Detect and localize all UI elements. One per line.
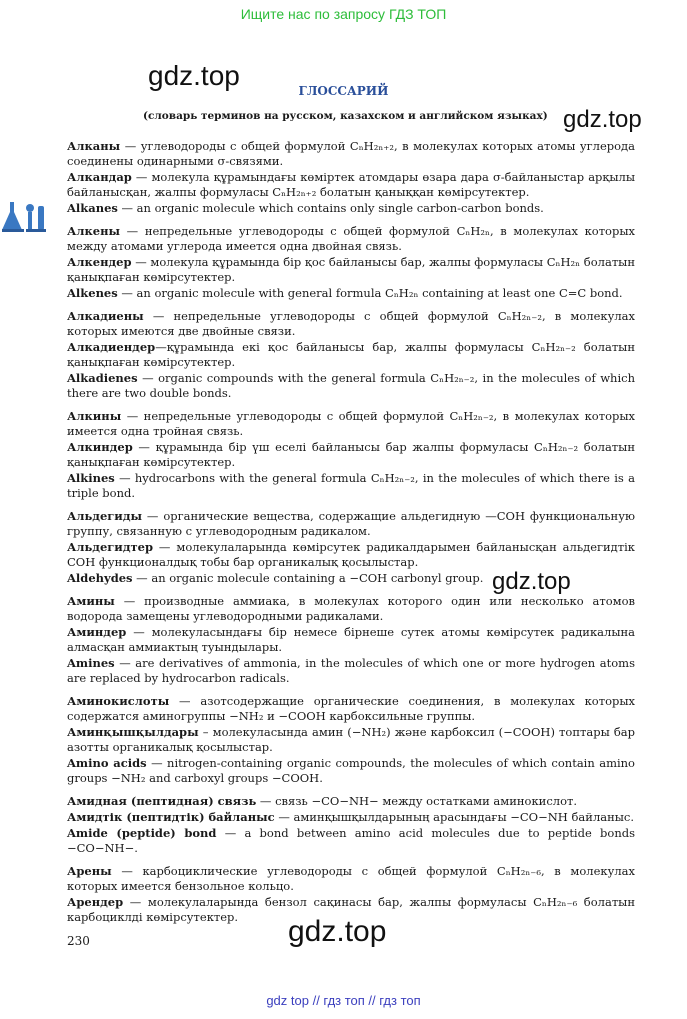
glossary-group [67,694,635,786]
glossary-term: Амидтік (пептидтік) байланыс [67,810,275,824]
glossary-entry [67,371,635,401]
glossary-definition: — связь −CO−NH− между остатками аминокислот. [256,794,578,808]
glossary-entry [67,170,635,200]
glossary-definition: — молекулаларында көмірсутек радикалдарымен байланысқан альдегидтік СОН функционалдық тобы бар органикалық қосылыстар. [67,540,635,569]
watermark: gdz.top [288,915,387,948]
glossary-entry [67,571,635,586]
glossary-group [67,864,635,925]
glossary-entry [67,756,635,786]
glossary-definition: — an organic molecule with general formula CₙH₂ₙ containing at least one C=C bond. [117,286,623,300]
glossary-term: Amino acids [67,756,147,770]
glossary-group [67,509,635,586]
glossary-entry [67,286,635,301]
glossary-term: Алкены [67,224,121,238]
glossary-term: Алкиндер [67,440,133,454]
glossary-entry [67,895,635,925]
watermark: gdz.top [148,60,240,91]
glossary-term: Amide (peptide) bond [67,826,217,840]
page-subtitle: (словарь терминов на русском, казахском и английском языках) [143,110,548,122]
glossary-entry [67,255,635,285]
glossary-definition: — organic compounds with the general formula CₙH₂ₙ₋₂, in the molecules of which there are two double bonds. [67,371,635,400]
glossary-entry [67,440,635,470]
glossary-term: Алкандар [67,170,132,184]
glossary-group [67,794,635,856]
page-number: 230 [67,934,90,948]
glossary-definition: — a bond between amino acid molecules due to peptide bonds −CO−NH−. [67,826,635,855]
glossary-definition: — молекуласындағы бір немесе бірнеше сутек атомы көмірсутек радикалына алмасқан аммиактың туындылары. [67,625,635,654]
glossary-term: Alkanes [67,201,118,215]
glossary-entry [67,540,635,570]
glossary-term: Амины [67,594,115,608]
glossary-entry [67,810,635,825]
glossary-term: Аминдер [67,625,127,639]
glossary-group [67,309,635,401]
glossary-term: Alkines [67,471,115,485]
glossary-term: Аминқышқылдары [67,725,199,739]
glossary-term: Амидная (пептидная) связь [67,794,257,808]
glossary-entry [67,224,635,254]
glossary-definition: — непредельные углеводороды с общей формулой CₙH₂ₙ₋₂, в молекулах которых имеется одна тройная связь. [67,409,635,438]
glossary-term: Алкины [67,409,122,423]
glossary-entry [67,309,635,339]
glossary-term: Альдегиды [67,509,143,523]
watermark: gdz.top [492,568,571,595]
glossary-term: Алканы [67,139,121,153]
glossary-term: Alkenes [67,286,118,300]
glossary-definition: — құрамында бір үш еселі байланысы бар жалпы формуласы CₙH₂ₙ₋₂ болатын қанықпаған көмірсутектер. [67,440,635,469]
glossary-entry [67,201,635,216]
glossary-term: Aldehydes [67,571,133,585]
glossary-entry [67,656,635,686]
glossary-list [67,138,635,933]
top-banner: Ищите нас по запросу ГДЗ ТОП [240,6,447,22]
glossary-definition: — азотсодержащие органические соединения, в молекулах которых содержатся аминогруппы −NH₂ и −COOH карбоксильные группы. [67,694,635,723]
glossary-term: Amines [67,656,115,670]
glossary-definition: — непредельные углеводороды с общей формулой CₙH₂ₙ, в молекулах которых между атомами углерода имеется одна двойная связь. [67,224,635,253]
glossary-term: Алкендер [67,255,132,269]
glossary-definition: — an organic molecule containing a −COH carbonyl group. [132,571,484,585]
glossary-group [67,594,635,686]
glossary-definition: — молекула құрамындағы көміртек атомдары өзара дара σ-байланыстар арқылы байланысқан, жалпы формуласы CₙH₂ₙ₊₂ болатын қаныққан көмірсутектер. [67,170,635,199]
glossary-definition: — an organic molecule which contains only single carbon-carbon bonds. [117,201,544,215]
glossary-definition: — are derivatives of ammonia, in the molecules of which one or more hydrogen atoms are replaced by hydrocarbon radicals. [67,656,635,685]
glossary-entry [67,725,635,755]
glossary-entry [67,409,635,439]
lab-flask-icon [2,198,48,236]
glossary-entry [67,826,635,856]
glossary-definition: – молекуласында амин (−NH₂) және карбоксил (−COOH) топтары бар азотты органикалық қосылыстар. [67,725,635,754]
glossary-term: Alkadienes [67,371,138,385]
glossary-definition: — молекулаларында бензол сақинасы бар, жалпы формуласы CₙH₂ₙ₋₆ болатын карбоциклді көмірсутектер. [67,895,635,924]
glossary-entry [67,471,635,501]
watermark: gdz.top [563,106,642,133]
glossary-definition: — nitrogen-containing organic compounds, the molecules of which contain amino groups −NH₂ and carboxyl groups −COOH. [67,756,635,785]
glossary-group [67,139,635,216]
glossary-entry [67,864,635,894]
glossary-definition: — органические вещества, содержащие альдегидную —СОН функциональную группу, связанную с углеводородным радикалом. [67,509,635,538]
glossary-definition: — непредельные углеводороды с общей формулой CₙH₂ₙ₋₂, в молекулах которых имеются две двойные связи. [67,309,635,338]
glossary-entry [67,594,635,624]
glossary-definition: — углеводороды с общей формулой CₙH₂ₙ₊₂, в молекулах которых атомы углерода соединены одинарными σ-связями. [67,139,635,168]
glossary-entry [67,139,635,169]
page-title: ГЛОССАРИЙ [298,84,389,98]
glossary-entry [67,625,635,655]
glossary-entry [67,794,635,809]
glossary-definition: —құрамында екі қос байланысы бар, жалпы формуласы CₙH₂ₙ₋₂ болатын қанықпаған көмірсутектер. [67,340,635,369]
glossary-term: Аминокислоты [67,694,170,708]
glossary-term: Алкадиены [67,309,144,323]
glossary-entry [67,340,635,370]
glossary-definition: — аминқышқылдарының арасындағы −CO−NH байланыс. [274,810,635,824]
glossary-term: Арендер [67,895,124,909]
glossary-group [67,409,635,501]
glossary-term: Алкадиендер [67,340,156,354]
glossary-definition: — производные аммиака, в молекулах которого один или несколько атомов водорода замещены углеводородными радикалами. [67,594,635,623]
footer-links: gdz top // гдз топ // гдз топ [266,993,421,1008]
glossary-definition: — молекула құрамында бір қос байланысы бар, жалпы формуласы CₙH₂ₙ болатын қанықпаған көмірсутектер. [67,255,635,284]
glossary-definition: — карбоциклические углеводороды с общей формулой CₙH₂ₙ₋₆, в молекулах которых имеется бензольное кольцо. [67,864,635,893]
glossary-term: Альдегидтер [67,540,153,554]
glossary-definition: — hydrocarbons with the general formula CₙH₂ₙ₋₂, in the molecules of which there is a triple bond. [67,471,635,500]
glossary-term: Арены [67,864,112,878]
glossary-group [67,224,635,301]
glossary-entry [67,509,635,539]
glossary-entry [67,694,635,724]
